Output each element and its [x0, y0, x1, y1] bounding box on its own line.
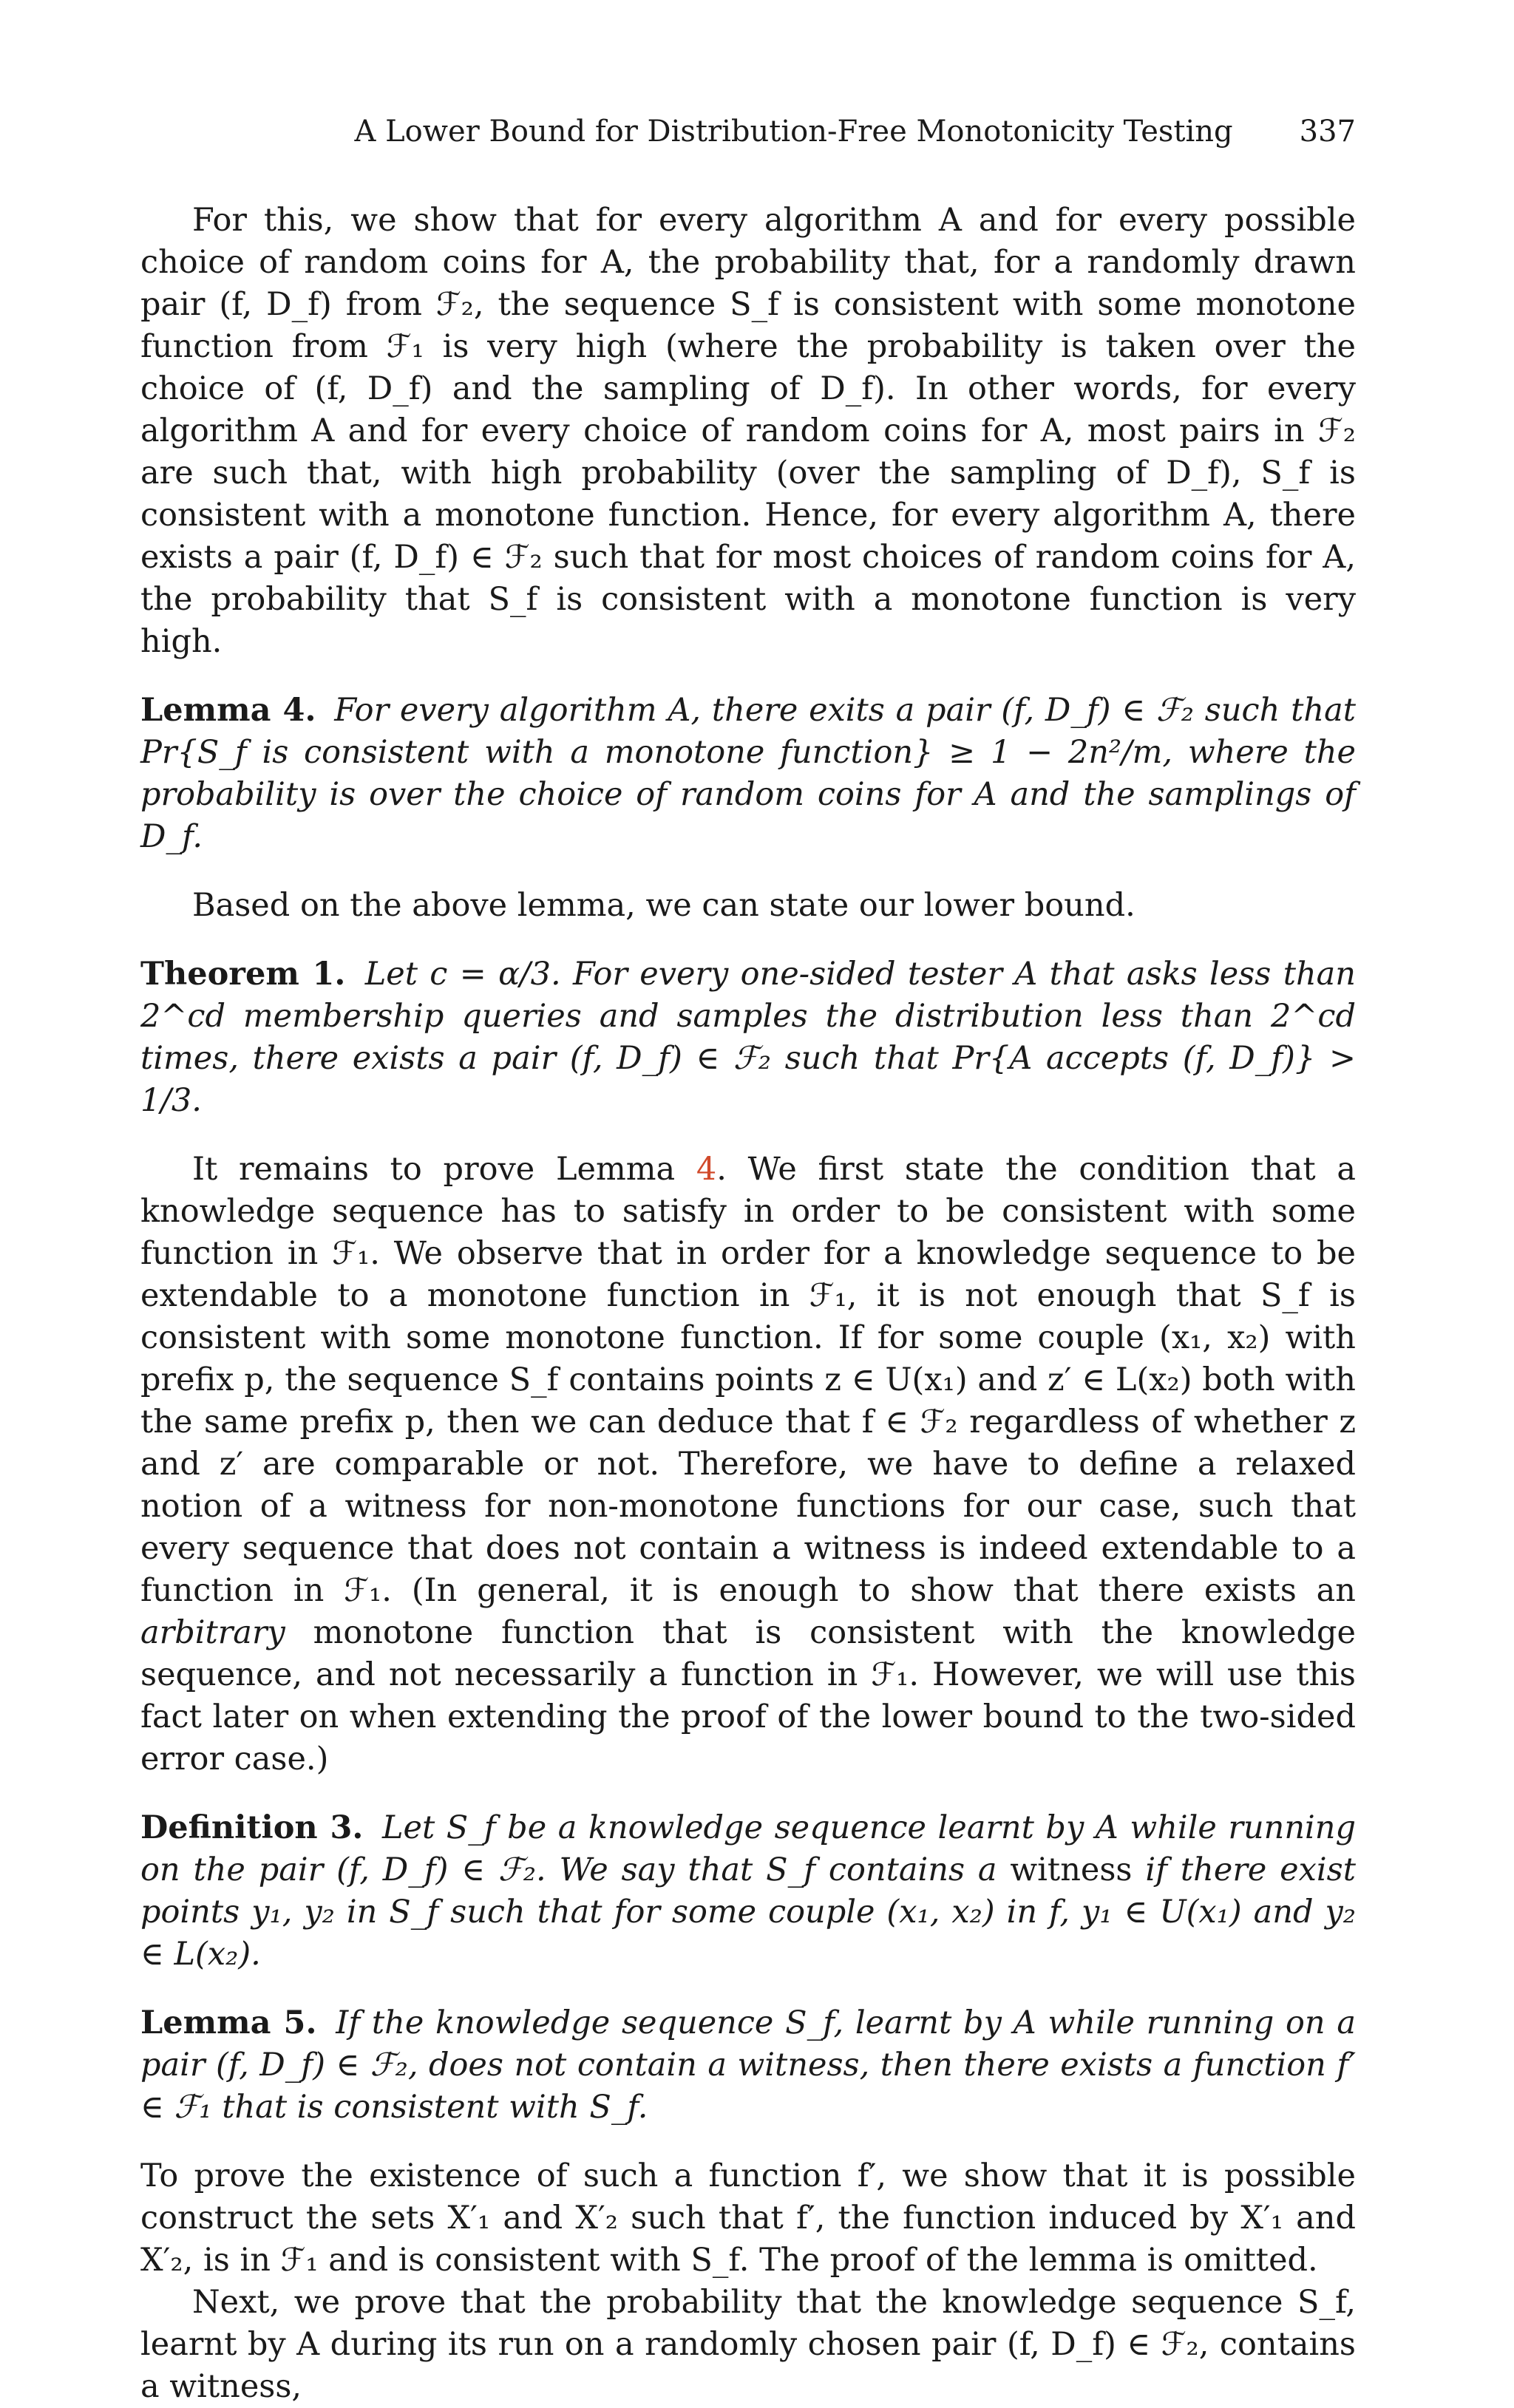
paragraph-intro: For this, we show that for every algorithm A and for every possible choice of random coins for A, the probability that, for a randomly drawn pair (f, D_f) from ℱ₂, the sequence S_f is consistent with some monotone function from ℱ₁ is very high (where the probability is taken over the choice of (f, D_f) and the sampling of D_f). In other words, for every algorithm A and for every choice of random coins for A, most pairs in ℱ₂ are such that, with high probability (over the sampling of D_f), S_f is consistent with a monotone function. Hence, for every algorithm A, there exists a pair (f, D_f) ∈ ℱ₂ such that for most choices of random coins for A, the probability that S_f is consistent with a monotone function is very high. — [140, 202, 1356, 660]
definition-3-part2: if there exist points y₁, y₂ in S_f such that for some couple (x₁, x₂) in f, y₁ ∈ U(x₁) and y₂ ∈ L(x₂). — [140, 1851, 1356, 1973]
theorem-1 — [140, 953, 1356, 1122]
paragraph-proof-outline-emphasis: arbitrary — [140, 1614, 285, 1651]
lemma-4 — [140, 690, 1356, 858]
lemma-4-label: Lemma 4. — [140, 692, 316, 729]
lemma-4-reference-link[interactable]: 4 — [696, 1151, 717, 1188]
running-header — [140, 111, 1356, 152]
definition-3 — [140, 1807, 1356, 1976]
lemma-5-statement: If the knowledge sequence S_f, learnt by A while running on a pair (f, D_f) ∈ ℱ₂, does not contain a witness, then there exists a function f′ ∈ ℱ₁ that is consistent with S_f. — [140, 2004, 1357, 2126]
paragraph-proof-outline — [140, 1149, 1356, 1781]
lemma-5-label: Lemma 5. — [140, 2004, 317, 2041]
paragraph-proof-outline-part3: monotone function that is consistent with the knowledge sequence, and not necessarily a function in ℱ₁. However, we will use this fact later on when extending the proof of the lower bound to the two-sided error case.) — [140, 1614, 1356, 1778]
definition-3-label: Definition 3. — [140, 1809, 364, 1846]
theorem-1-label: Theorem 1. — [140, 956, 346, 993]
paragraph-proof-outline-part2: . We first state the condition that a knowledge sequence has to satisfy in order to be consistent with some function in ℱ₁. We observe that in order for a knowledge sequence to be extendable to a monotone function in ℱ₁, it is not enough that S_f is consistent with some monotone function. If for some couple (x₁, x₂) with prefix p, the sequence S_f contains points z ∈ U(x₁) and z′ ∈ L(x₂) both with the same prefix p, then we can deduce that f ∈ ℱ₂ regardless of whether z and z′ are comparable or not. Therefore, we have to define a relaxed notion of a witness for non-monotone functions for our case, such that every sequence that does not contain a witness is indeed extendable to a function in ℱ₁. (In general, it is enough to show that there exists an — [140, 1151, 1356, 1609]
page-number: 337 — [1299, 115, 1356, 149]
definition-3-part1: Let S_f be a knowledge sequence learnt by A while running on the pair (f, D_f) ∈ ℱ₂. We say that S_f contains a — [140, 1809, 1356, 1888]
paragraph-next: Next, we prove that the probability that the knowledge sequence S_f, learnt by A during its run on a randomly chosen pair (f, D_f) ∈ ℱ₂, contains a witness, — [140, 2284, 1356, 2405]
paragraph-existence: To prove the existence of such a function f′, we show that it is possible construct the sets X′₁ and X′₂ such that f′, the function induced by X′₁ and X′₂, is in ℱ₁ and is consistent with S_f. The proof of the lemma is omitted. — [140, 2157, 1356, 2279]
theorem-1-statement: Let c = α/3. For every one-sided tester A that asks less than 2^cd membership queries and samples the distribution less than 2^cd times, there exists a pair (f, D_f) ∈ ℱ₂ such that Pr{A accepts (f, D_f)} > 1/3. — [140, 956, 1356, 1119]
definition-3-term-witness: witness — [1010, 1851, 1133, 1888]
running-title: A Lower Bound for Distribution-Free Monotonicity Testing — [354, 115, 1233, 149]
paper-page — [140, 111, 1356, 2408]
paragraph-lower-bound: Based on the above lemma, we can state our lower bound. — [192, 887, 1136, 924]
paragraph-proof-outline-part1: It remains to prove Lemma — [192, 1151, 696, 1188]
lemma-5 — [140, 2002, 1356, 2129]
lemma-4-statement: For every algorithm A, there exits a pair (f, D_f) ∈ ℱ₂ such that Pr{S_f is consistent with a monotone function} ≥ 1 − 2n²/m, where the probability is over the choice of random coins for A and the samplings of D_f. — [140, 692, 1356, 855]
